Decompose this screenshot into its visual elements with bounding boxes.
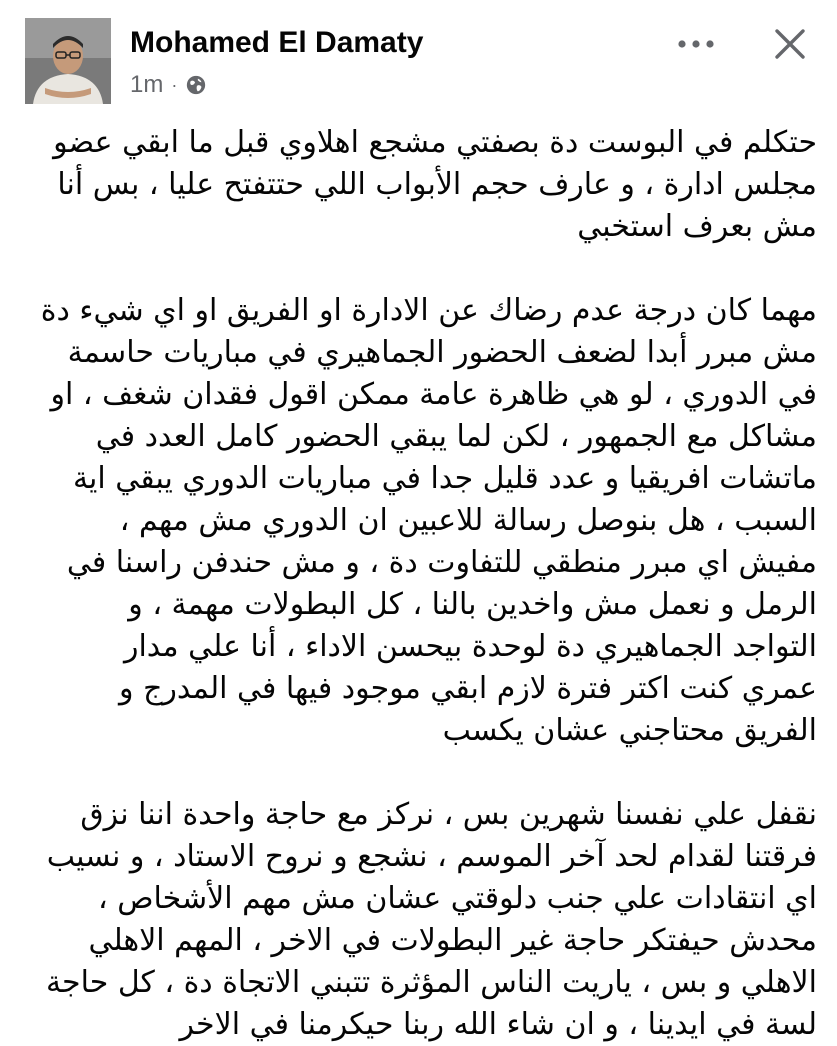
avatar[interactable] — [25, 18, 111, 104]
author-name[interactable]: Mohamed El Damaty — [130, 26, 424, 59]
meta-separator: · — [171, 74, 178, 95]
post-paragraph-1: حتكلم في البوست دة بصفتي مشجع اهلاوي قبل ما ابقي عضو مجلس ادارة ، و عارف حجم الأبواب اللي حتتفتح عليا ، بس أنا مش بعرف استخبي — [53, 125, 817, 244]
post-body — [40, 122, 817, 1046]
avatar-photo — [25, 18, 111, 104]
close-icon — [773, 27, 807, 61]
post-paragraph-2: مهما كان درجة عدم رضاك عن الادارة او الفريق او اي شيء دة مش مبرر أبدا لضعف الحضور الجماهيري في مباريات حاسمة في الدوري ، لو هي ظاهرة عامة ممكن اقول فقدان شغف ، او مشاكل مع الجمهور ، لكن لما يبقي الحضور كامل العدد في ماتشات افريقيا و عدد قليل جدا في مباريات الدوري يبقي اية السبب ، هل بنوصل رسالة للاعبين ان الدوري مش مهم ، مفيش اي مبرر منطقي للتفاوت دة ، و مش حندفن راسنا في الرمل و نعمل مش واخدين بالنا ، كل البطولات مهمة ، و التواجد الجماهيري دة لوحدة بيحسن الاداء ، أنا علي مدار عمري كنت اكتر فترة لازم ابقي موجود فيها في المدرج و الفريق محتاجني عشان يكسب — [40, 293, 817, 748]
ellipsis-icon — [676, 39, 716, 49]
close-button[interactable] — [762, 16, 818, 72]
post-time[interactable]: 1m — [130, 71, 164, 98]
globe-icon[interactable] — [185, 74, 207, 96]
paragraph-gap — [40, 248, 817, 290]
paragraph-gap — [40, 752, 817, 794]
post-header — [0, 0, 837, 115]
post-meta — [130, 70, 207, 100]
more-options-button[interactable] — [668, 20, 724, 68]
post-paragraph-3: نقفل علي نفسنا شهرين بس ، نركز مع حاجة واحدة اننا نزق فرقتنا لقدام لحد آخر الموسم ، نشجع و نروح الاستاد ، و نسيب اي انتقادات علي جنب دلوقتي عشان مش مهم الأشخاص ، محدش حيفتكر حاجة غير البطولات في الاخر ، المهم الاهلي الاهلي و بس ، ياريت الناس المؤثرة تتبني الاتجاة دة ، كل حاجة لسة في ايدينا ، و ان شاء الله ربنا حيكرمنا في الاخر — [45, 797, 817, 1042]
